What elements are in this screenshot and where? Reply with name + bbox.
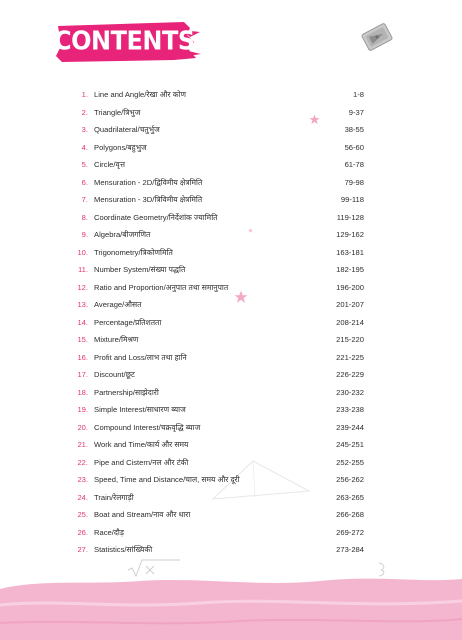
chapter-title: Number System/संख्या पद्धति bbox=[94, 265, 186, 274]
chapter-title: Algebra/बीजगणित bbox=[94, 230, 151, 239]
page-range: 79-98 bbox=[344, 177, 364, 187]
chapter-number: 11. bbox=[78, 265, 88, 274]
toc-row bbox=[74, 419, 364, 437]
page-range: 1-8 bbox=[353, 90, 364, 99]
chapter-number: 12. bbox=[77, 282, 88, 292]
page-range: 266-268 bbox=[336, 510, 364, 519]
page-range: 99-118 bbox=[340, 195, 364, 204]
toc-row bbox=[74, 104, 364, 122]
toc-row bbox=[74, 244, 364, 262]
page-title: CONTENTS bbox=[54, 25, 195, 57]
chapter-title: Mixture/मिश्रण bbox=[94, 335, 139, 344]
chapter-number: 22. bbox=[77, 457, 88, 467]
toc-row bbox=[74, 226, 364, 244]
chapter-number: 2. bbox=[81, 107, 88, 117]
page-range: 61-78 bbox=[344, 160, 364, 169]
page-range: 269-272 bbox=[336, 527, 364, 537]
page-range: 230-232 bbox=[336, 387, 364, 397]
chapter-number: 27. bbox=[77, 545, 88, 554]
toc-row bbox=[74, 331, 364, 349]
page-range: 215-220 bbox=[336, 335, 364, 344]
chapter-title: Pipe and Cistern/नल और टंकी bbox=[94, 457, 189, 467]
page-range: 221-225 bbox=[336, 352, 364, 362]
toc-row bbox=[74, 524, 364, 542]
toc-row bbox=[74, 454, 364, 472]
toc-row bbox=[74, 436, 364, 454]
chapter-number: 4. bbox=[81, 142, 88, 152]
page-range: 163-181 bbox=[336, 247, 364, 257]
chapter-title: Triangle/त्रिभुज bbox=[94, 107, 141, 117]
page-range: 201-207 bbox=[336, 300, 364, 309]
chapter-number: 14. bbox=[77, 317, 88, 327]
page-range: 239-244 bbox=[336, 422, 364, 432]
toc-row bbox=[74, 384, 364, 402]
chapter-title: Trigonometry/त्रिकोणमिति bbox=[94, 247, 173, 257]
page-range: 38-55 bbox=[344, 125, 364, 134]
chapter-title: Profit and Loss/लाभ तथा हानि bbox=[94, 352, 187, 362]
chapter-number: 13. bbox=[77, 300, 88, 309]
chapter-title: Quadrilateral/चतुर्भुज bbox=[94, 125, 160, 134]
chapter-number: 10. bbox=[77, 247, 88, 257]
chapter-title: Coordinate Geometry/निर्देशांक ज्यामिति bbox=[94, 212, 218, 222]
chapter-title: Boat and Stream/नाव और धारा bbox=[94, 510, 191, 519]
chapter-number: 23. bbox=[77, 475, 88, 484]
chapter-number: 24. bbox=[77, 492, 88, 502]
chapter-title: Mensuration - 3D/त्रिविमीय क्षेत्रमिति bbox=[94, 195, 203, 204]
bottom-brush-band bbox=[0, 575, 462, 640]
toc-row bbox=[74, 349, 364, 367]
chapter-number: 19. bbox=[77, 405, 88, 414]
chapter-number: 17. bbox=[77, 370, 88, 379]
toc-row bbox=[74, 121, 364, 139]
chapter-number: 9. bbox=[81, 230, 88, 239]
page-range: 208-214 bbox=[336, 317, 364, 327]
chapter-title: Line and Angle/रेखा और कोण bbox=[94, 90, 187, 99]
page-range: 119-128 bbox=[336, 212, 364, 222]
chapter-title: Discount/छूट bbox=[94, 370, 135, 379]
chapter-number: 7. bbox=[81, 195, 88, 204]
chapter-title: Partnership/साझेदारी bbox=[94, 387, 159, 397]
chapter-title: Speed, Time and Distance/चाल, समय और दूरी bbox=[94, 475, 240, 484]
page-range: 273-284 bbox=[336, 545, 364, 554]
page-range: 252-255 bbox=[336, 457, 364, 467]
toc-row bbox=[74, 139, 364, 157]
chapter-number: 6. bbox=[81, 177, 88, 187]
chapter-title: Statistics/सांख्यिकी bbox=[94, 545, 153, 554]
toc-row bbox=[74, 541, 364, 559]
chapter-number: 25. bbox=[77, 510, 88, 519]
chapter-title: Simple Interest/साधारण ब्याज bbox=[94, 405, 186, 414]
toc-row bbox=[74, 156, 364, 174]
page-range: 256-262 bbox=[336, 475, 364, 484]
toc-row bbox=[74, 296, 364, 314]
toc-row bbox=[74, 209, 364, 227]
contents-banner bbox=[54, 20, 202, 62]
toc-row bbox=[74, 261, 364, 279]
page-range: 182-195 bbox=[336, 265, 364, 274]
chapter-title: Race/दौड़ bbox=[94, 527, 124, 537]
page-range: 226-229 bbox=[336, 370, 364, 379]
page-range: 129-162 bbox=[336, 230, 364, 239]
page-range: 263-265 bbox=[336, 492, 364, 502]
pencil-sharpener-icon bbox=[358, 20, 396, 54]
toc-row bbox=[74, 314, 364, 332]
chapter-title: Compound Interest/चक्रवृद्धि ब्याज bbox=[94, 422, 201, 432]
chapter-number: 18. bbox=[77, 387, 88, 397]
chapter-number: 20. bbox=[77, 422, 88, 432]
chapter-title: Mensuration - 2D/द्विविमीय क्षेत्रमिति bbox=[94, 177, 203, 187]
table-of-contents bbox=[74, 86, 364, 559]
chapter-title: Average/औसत bbox=[94, 300, 142, 309]
page-range: 196-200 bbox=[336, 282, 364, 292]
chapter-number: 5. bbox=[81, 160, 88, 169]
page-range: 245-251 bbox=[336, 440, 364, 449]
toc-row bbox=[74, 191, 364, 209]
chapter-title: Work and Time/कार्य और समय bbox=[94, 440, 189, 449]
chapter-number: 26. bbox=[77, 527, 88, 537]
toc-row bbox=[74, 506, 364, 524]
chapter-number: 1. bbox=[81, 90, 88, 99]
chapter-number: 21. bbox=[77, 440, 88, 449]
chapter-number: 16. bbox=[77, 352, 88, 362]
toc-row bbox=[74, 86, 364, 104]
chapter-number: 8. bbox=[81, 212, 88, 222]
toc-row bbox=[74, 174, 364, 192]
page-range: 9-37 bbox=[348, 107, 364, 117]
chapter-title: Percentage/प्रतिशतता bbox=[94, 317, 162, 327]
toc-row bbox=[74, 401, 364, 419]
toc-row bbox=[74, 279, 364, 297]
toc-row bbox=[74, 489, 364, 507]
chapter-number: 3. bbox=[81, 125, 88, 134]
toc-row bbox=[74, 471, 364, 489]
chapter-title: Train/रेलगाड़ी bbox=[94, 492, 134, 502]
page-range: 56-60 bbox=[344, 142, 364, 152]
chapter-title: Ratio and Proportion/अनुपात तथा समानुपात bbox=[94, 282, 229, 292]
toc-row bbox=[74, 366, 364, 384]
chapter-title: Circle/वृत्त bbox=[94, 160, 125, 169]
page-range: 233-238 bbox=[336, 405, 364, 414]
chapter-title: Polygons/बहुभुज bbox=[94, 142, 147, 152]
chapter-number: 15. bbox=[77, 335, 88, 344]
